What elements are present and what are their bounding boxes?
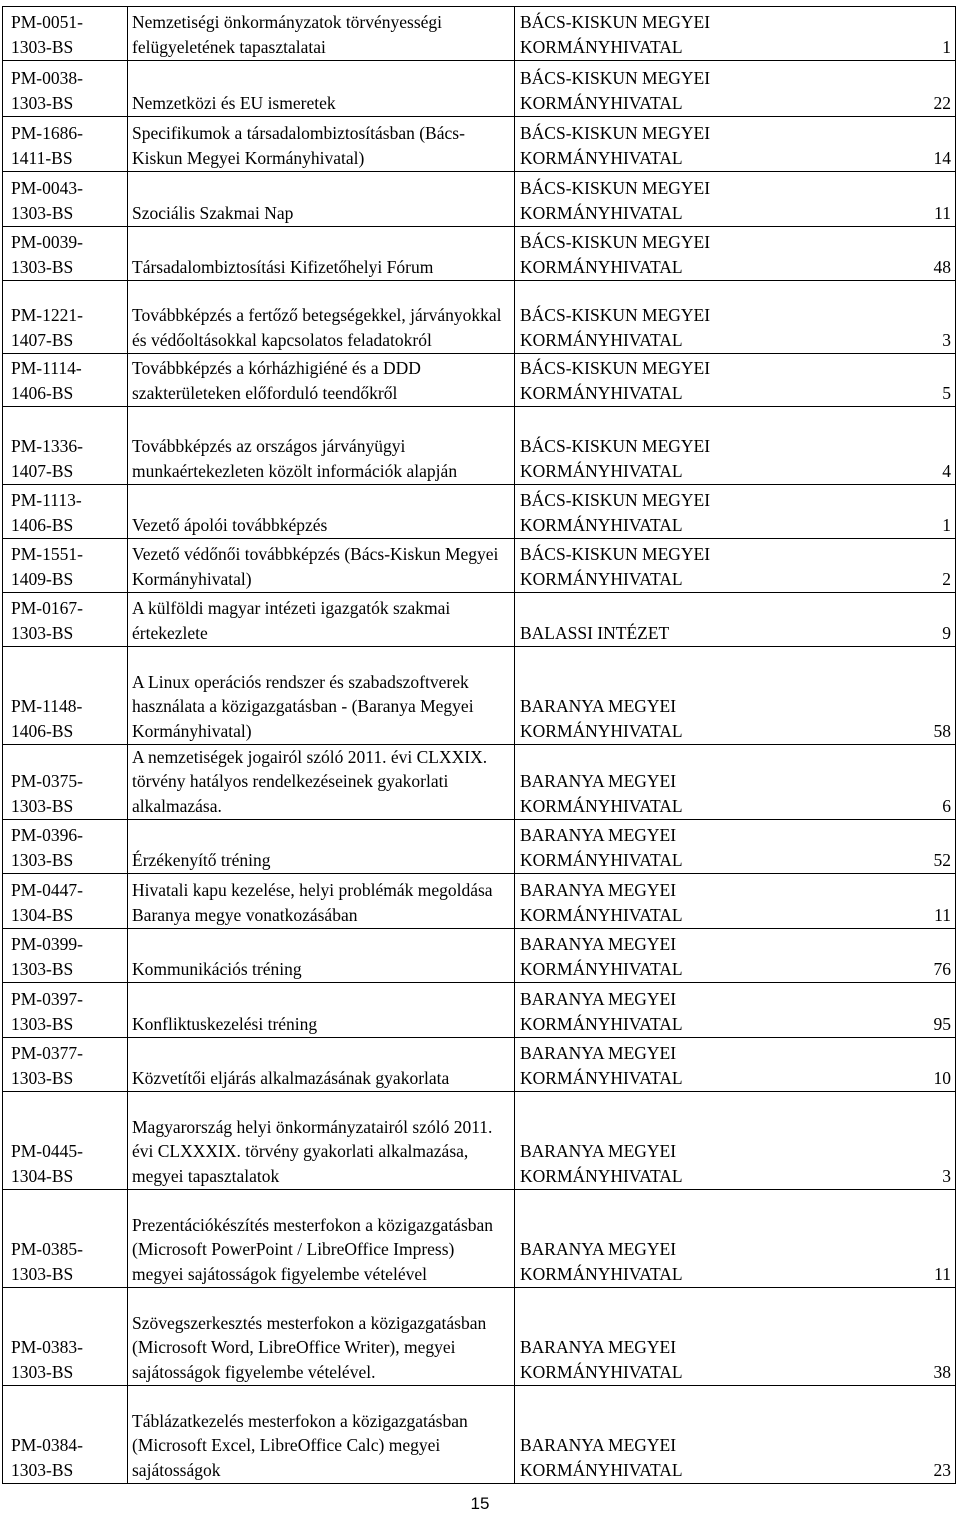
table-body [3,7,956,1484]
organization-name: BÁCS-KISKUN MEGYEI KORMÁNYHIVATAL [520,68,711,113]
participant-count: 48 [933,256,951,277]
program-code: PM-0167- 1303-BS [3,593,128,647]
program-title: Továbbképzés a kórházhigiéné és a DDD szakterületeken előforduló teendőkről [128,354,515,407]
organization-cell [515,1287,956,1385]
participant-count: 3 [942,329,951,350]
program-code: PM-0043- 1303-BS [3,172,128,227]
table-row [3,539,956,593]
organization-cell [515,873,956,928]
table-row [3,928,956,982]
program-title: Specifikumok a társadalombiztosításban (Bács-Kiskun Megyei Kormányhivatal) [128,117,515,172]
organization-cell [515,1385,956,1483]
organization-name: BARANYA MEGYEI KORMÁNYHIVATAL [520,1435,683,1480]
participant-count: 2 [942,568,951,589]
page-number: 15 [470,1494,490,1513]
program-code: PM-0396- 1303-BS [3,819,128,873]
participant-count: 23 [933,1459,951,1480]
program-title: Érzékenyítő tréning [128,819,515,873]
table-row [3,1091,956,1189]
table-row [3,7,956,61]
organization-cell [515,539,956,593]
organization-cell [515,1189,956,1287]
organization-name: BARANYA MEGYEI KORMÁNYHIVATAL [520,825,683,870]
participant-count: 76 [933,958,951,979]
organization-name: BARANYA MEGYEI KORMÁNYHIVATAL [520,880,683,925]
participant-count: 10 [933,1067,951,1088]
organization-cell [515,281,956,354]
participant-count: 5 [942,382,951,403]
participant-count: 11 [934,202,951,223]
organization-cell [515,7,956,61]
program-title: Szövegszerkesztés mesterfokon a közigazgatásban (Microsoft Word, LibreOffice Writer), megyei sajátosságok figyelembe vételével. [128,1287,515,1385]
organization-name: BÁCS-KISKUN MEGYEI KORMÁNYHIVATAL [520,123,711,168]
organization-cell [515,593,956,647]
table-row [3,593,956,647]
program-code: PM-1114- 1406-BS [3,354,128,407]
program-code: PM-0385- 1303-BS [3,1189,128,1287]
program-code: PM-0445- 1304-BS [3,1091,128,1189]
participant-count: 4 [942,460,951,481]
organization-name: BÁCS-KISKUN MEGYEI KORMÁNYHIVATAL [520,490,711,535]
participant-count: 3 [942,1165,951,1186]
organization-cell [515,928,956,982]
program-title: Konfliktuskezelési tréning [128,982,515,1037]
organization-cell [515,745,956,820]
table-row [3,819,956,873]
program-title: Vezető védőnői továbbképzés (Bács-Kiskun Megyei Kormányhivatal) [128,539,515,593]
organization-cell [515,1091,956,1189]
program-code: PM-1551- 1409-BS [3,539,128,593]
participant-count: 58 [933,720,951,741]
organization-name: BALASSI INTÉZET [520,622,670,643]
table-row [3,1287,956,1385]
program-title: A nemzetiségek jogairól szóló 2011. évi CLXXIX. törvény hatályos rendelkezéseinek gyakorlati alkalmazása. [128,745,515,820]
organization-cell [515,227,956,281]
program-title: Szociális Szakmai Nap [128,172,515,227]
organization-name: BÁCS-KISKUN MEGYEI KORMÁNYHIVATAL [520,544,711,589]
table-row [3,1385,956,1483]
program-code: PM-0447- 1304-BS [3,873,128,928]
participant-count: 14 [933,147,951,168]
organization-name: BARANYA MEGYEI KORMÁNYHIVATAL [520,1043,683,1088]
organization-name: BARANYA MEGYEI KORMÁNYHIVATAL [520,1239,683,1284]
program-title: Prezentációkészítés mesterfokon a közigazgatásban (Microsoft PowerPoint / LibreOffice Impress) megyei sajátosságok figyelembe vételével [128,1189,515,1287]
program-code: PM-0384- 1303-BS [3,1385,128,1483]
table-row [3,982,956,1037]
program-title: Továbbképzés a fertőző betegségekkel, járványokkal és védőoltásokkal kapcsolatos feladatokról [128,281,515,354]
organization-name: BÁCS-KISKUN MEGYEI KORMÁNYHIVATAL [520,358,711,403]
program-title: A külföldi magyar intézeti igazgatók szakmai értekezlete [128,593,515,647]
program-title: Magyarország helyi önkormányzatairól szóló 2011. évi CLXXXIX. törvény gyakorlati alkalmazása, megyei tapasztalatok [128,1091,515,1189]
organization-cell [515,407,956,485]
organization-name: BARANYA MEGYEI KORMÁNYHIVATAL [520,1141,683,1186]
program-code: PM-0038- 1303-BS [3,61,128,117]
program-title: Táblázatkezelés mesterfokon a közigazgatásban (Microsoft Excel, LibreOffice Calc) megyei sajátosságok [128,1385,515,1483]
program-code: PM-0397- 1303-BS [3,982,128,1037]
organization-name: BARANYA MEGYEI KORMÁNYHIVATAL [520,1337,683,1382]
program-title: Társadalombiztosítási Kifizetőhelyi Fórum [128,227,515,281]
training-table [2,6,956,1484]
organization-name: BARANYA MEGYEI KORMÁNYHIVATAL [520,934,683,979]
participant-count: 1 [942,514,951,535]
program-code: PM-0051- 1303-BS [3,7,128,61]
organization-name: BARANYA MEGYEI KORMÁNYHIVATAL [520,771,683,816]
organization-name: BÁCS-KISKUN MEGYEI KORMÁNYHIVATAL [520,232,711,277]
program-code: PM-0375- 1303-BS [3,745,128,820]
program-title: A Linux operációs rendszer és szabadszoftverek használata a közigazgatásban - (Baranya Megyei Kormányhivatal) [128,647,515,745]
participant-count: 11 [934,1263,951,1284]
table-row [3,485,956,539]
program-code: PM-1148- 1406-BS [3,647,128,745]
participant-count: 22 [933,92,951,113]
table-row [3,873,956,928]
organization-name: BÁCS-KISKUN MEGYEI KORMÁNYHIVATAL [520,178,711,223]
table-row [3,407,956,485]
table-row [3,647,956,745]
program-title: Nemzetközi és EU ismeretek [128,61,515,117]
organization-name: BÁCS-KISKUN MEGYEI KORMÁNYHIVATAL [520,12,711,57]
organization-cell [515,1037,956,1091]
program-code: PM-1113- 1406-BS [3,485,128,539]
program-code: PM-0039- 1303-BS [3,227,128,281]
table-row [3,354,956,407]
program-title: Hivatali kapu kezelése, helyi problémák megoldása Baranya megye vonatkozásában [128,873,515,928]
organization-cell [515,354,956,407]
organization-cell [515,819,956,873]
participant-count: 6 [942,795,951,816]
table-row [3,227,956,281]
table-row [3,172,956,227]
program-title: Közvetítői eljárás alkalmazásának gyakorlata [128,1037,515,1091]
program-title: Nemzetiségi önkormányzatok törvényességi felügyeletének tapasztalatai [128,7,515,61]
table-row [3,117,956,172]
organization-cell [515,982,956,1037]
program-code: PM-0383- 1303-BS [3,1287,128,1385]
participant-count: 9 [942,622,951,643]
organization-cell [515,117,956,172]
organization-cell [515,172,956,227]
organization-cell [515,647,956,745]
organization-cell [515,485,956,539]
table-row [3,281,956,354]
table-row [3,745,956,820]
organization-name: BARANYA MEGYEI KORMÁNYHIVATAL [520,696,683,741]
program-code: PM-1221- 1407-BS [3,281,128,354]
table-row [3,1037,956,1091]
program-code: PM-1686- 1411-BS [3,117,128,172]
program-code: PM-0377- 1303-BS [3,1037,128,1091]
program-code: PM-1336- 1407-BS [3,407,128,485]
organization-name: BARANYA MEGYEI KORMÁNYHIVATAL [520,989,683,1034]
participant-count: 11 [934,904,951,925]
table-row [3,61,956,117]
participant-count: 52 [933,849,951,870]
organization-name: BÁCS-KISKUN MEGYEI KORMÁNYHIVATAL [520,436,711,481]
organization-name: BÁCS-KISKUN MEGYEI KORMÁNYHIVATAL [520,305,711,350]
participant-count: 1 [942,36,951,57]
program-code: PM-0399- 1303-BS [3,928,128,982]
program-title: Kommunikációs tréning [128,928,515,982]
participant-count: 38 [933,1361,951,1382]
participant-count: 95 [933,1013,951,1034]
program-title: Továbbképzés az országos járványügyi munkaértekezleten közölt információk alapján [128,407,515,485]
table-row [3,1189,956,1287]
organization-cell [515,61,956,117]
program-title: Vezető ápolói továbbképzés [128,485,515,539]
